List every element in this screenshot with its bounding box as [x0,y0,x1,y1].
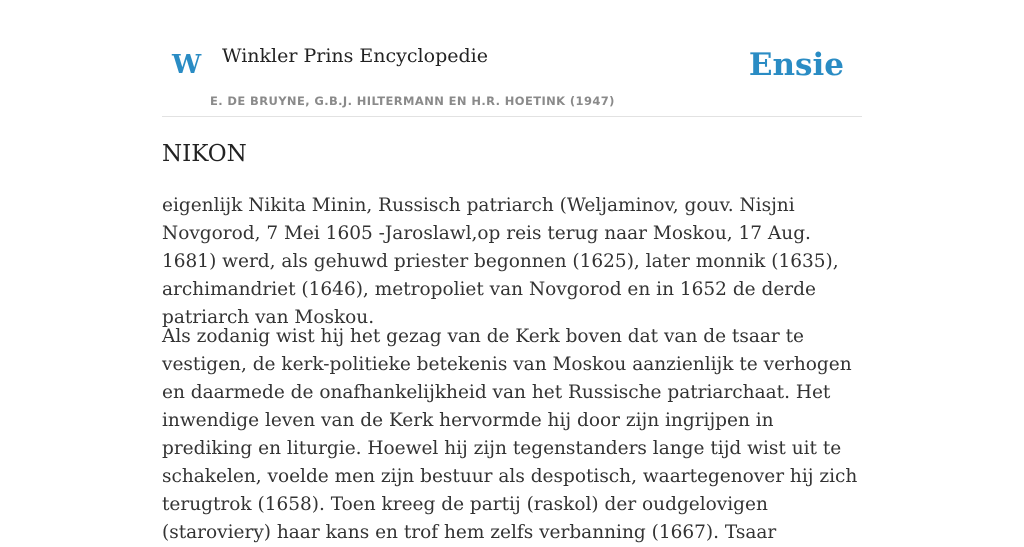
article-paragraph: Als zodanig wist hij het gezag van de Kerk boven dat van de tsaar te vestigen, de kerk-politieke betekenis van Moskou aanzienlijk te verhogen en daarmede de onafhankelijkheid van het Russische patriarchaat. Het inwendige leven van de Kerk hervormde hij door zijn ingrijpen in prediking en liturgie. Hoewel hij zijn tegenstanders lange tijd wist uit te schakelen, voelde men zijn bestuur als despotisch, waartegenover hij zich terugtrok (1658). Toen kreeg de partij (raskol) der oudgelovigen (staroviery) haar kans en trof hem zelfs verbanning (1667). Tsaar [162,326,858,543]
book-authors: E. DE BRUYNE, G.B.J. HILTERMANN EN H.R. HOETINK (1947) [210,94,615,108]
winkler-prins-logo[interactable]: W [172,50,202,80]
article-title: NIKON [162,141,247,167]
article-paragraph: eigenlijk Nikita Minin, Russisch patriarch (Weljaminov, gouv. Nisjni Novgorod, 7 Mei 1605 -Jaroslawl,op reis terug naar Moskou, 17 Aug. 1681) werd, als gehuwd priester begonnen (1625), later monnik (1635), archimandriet (1646), metropoliet van Novgorod en in 1652 de derde patriarch van Moskou. [162,195,839,328]
ensie-logo[interactable]: Ensie [748,47,844,83]
page-content [162,0,862,543]
book-title[interactable]: Winkler Prins Encyclopedie [222,45,488,67]
encyclopedia-header [162,0,862,117]
